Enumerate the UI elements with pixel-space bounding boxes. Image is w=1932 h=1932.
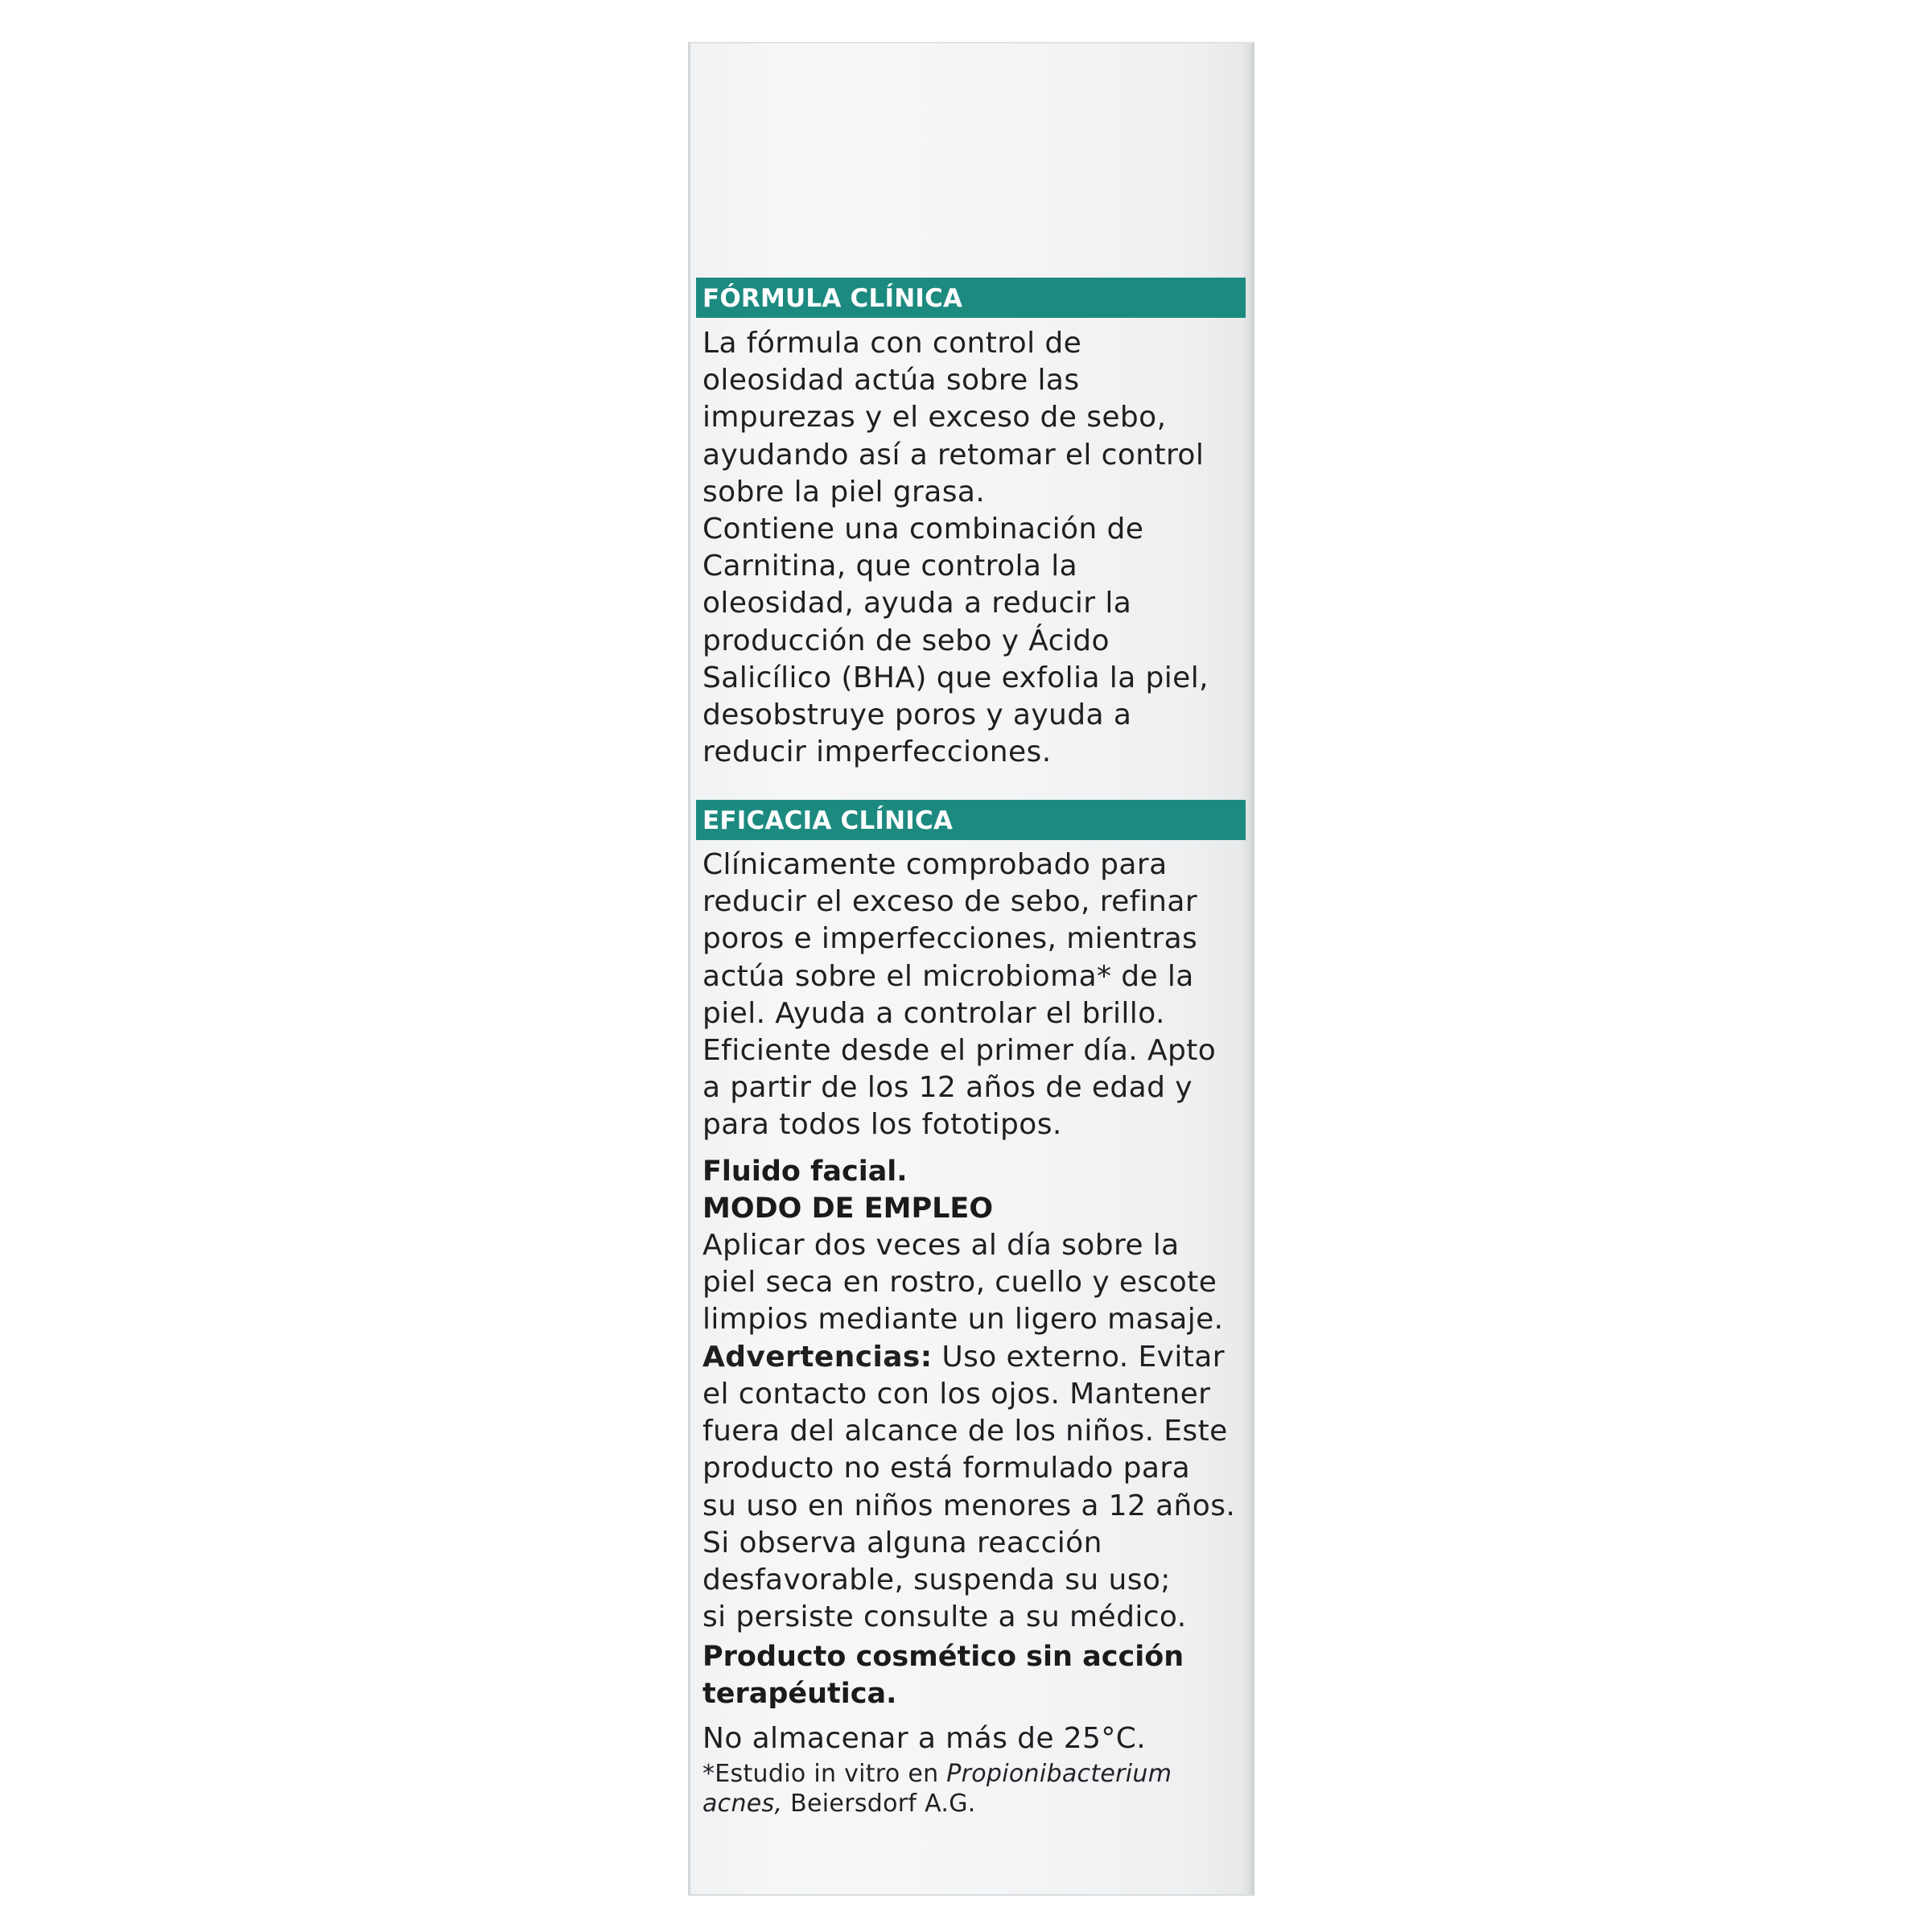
- warnings-label: Advertencias:: [702, 1341, 933, 1374]
- cosmetic-notice: Producto cosmético sin acción terapéutica.: [702, 1641, 1184, 1711]
- footnote-prefix: *Estudio in vitro en: [702, 1760, 947, 1788]
- warnings-first-line: [702, 1339, 1258, 1376]
- formula-body: La fórmula con control de oleosidad actúa sobre las impurezas y el exceso de sebo, ayudando así a retomar el control sobre la piel grasa. Contiene una combinación de Carnitina, que controla la oleosidad, ayuda a reducir la producción de sebo y Ácido Salicílico (BHA) que exfolia la piel, desobstruye poros y ayuda a reducir imperfecciones.: [702, 327, 1209, 769]
- efficacy-body: Clínicamente comprobado para reducir el exceso de sebo, refinar poros e imperfecciones, mientras actúa sobre el microbioma* de la piel. Ayuda a controlar el brillo. Eficiente desde el primer día. Apto a partir de los 12 años de edad y para todos los fototipos.: [702, 848, 1217, 1142]
- storage-note: No almacenar a más de 25°C.: [702, 1722, 1147, 1755]
- warnings-body: el contacto con los ojos. Mantener fuera del alcance de los niños. Este producto no está formulado para su uso en niños menores a 12 años. Si observa alguna reacción desfavorable, suspenda su uso; si persiste consulte a su médico.: [702, 1378, 1236, 1634]
- usage-heading: MODO DE EMPLEO: [702, 1193, 994, 1225]
- formula-heading: FÓRMULA CLÍNICA: [696, 278, 1246, 318]
- warnings-lead: Uso externo. Evitar: [932, 1341, 1225, 1374]
- footnote-species-line1: Propionibacterium: [946, 1760, 1172, 1788]
- footnote-species-line2: acnes,: [702, 1790, 783, 1818]
- footnote-suffix: Beiersdorf A.G.: [782, 1790, 976, 1818]
- product-type: Fluido facial.: [702, 1155, 908, 1188]
- efficacy-heading: EFICACIA CLÍNICA: [696, 800, 1246, 840]
- study-footnote: [702, 1759, 1258, 1819]
- usage-body: Aplicar dos veces al día sobre la piel seca en rostro, cuello y escote limpios mediante un ligero masaje.: [702, 1229, 1224, 1337]
